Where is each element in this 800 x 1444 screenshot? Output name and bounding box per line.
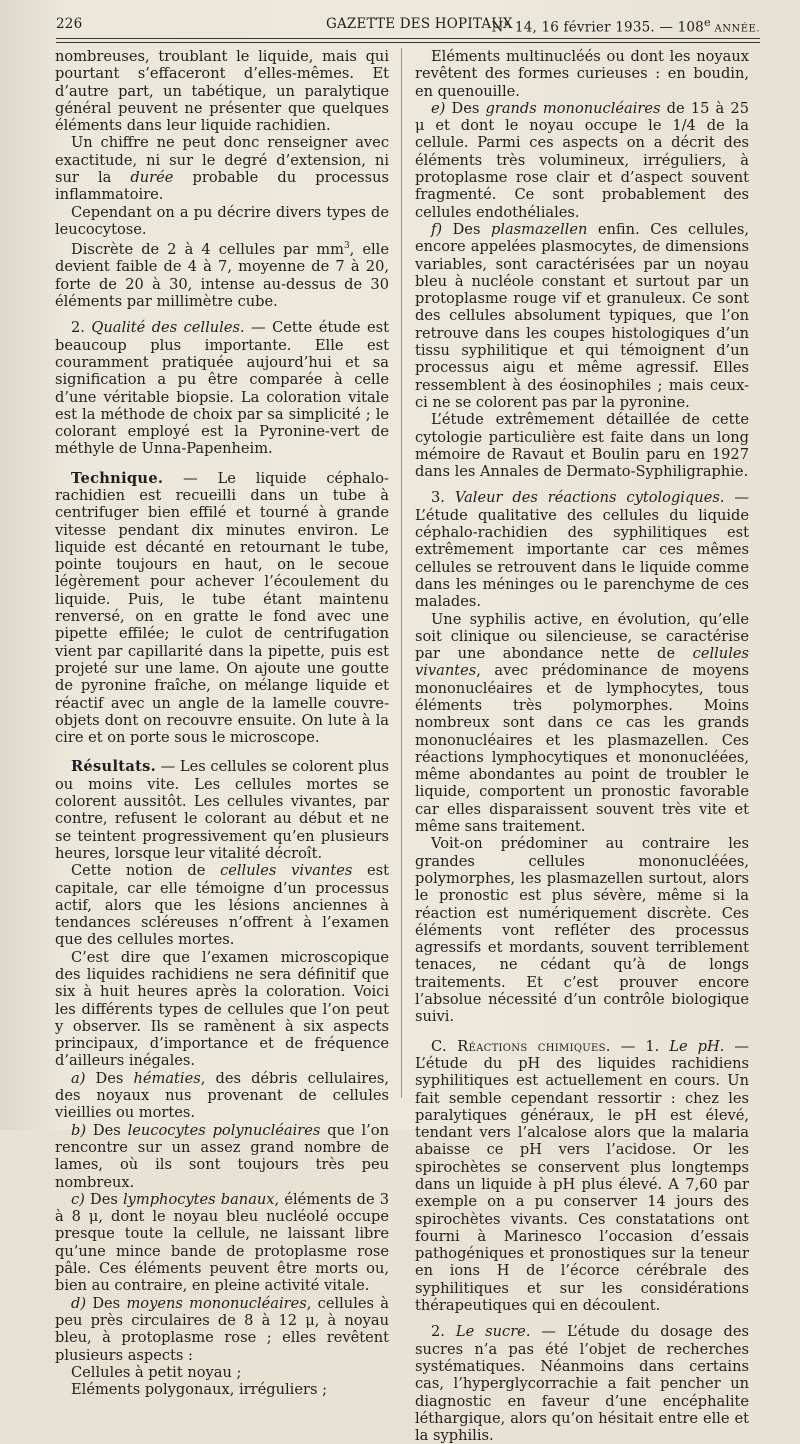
sub-item: Cellules à petit noyau ; [71,1363,242,1381]
list-item-c: c) Des lymphocytes banaux, éléments de 3 à 8 μ, dont le noyau bleu nucléolé occupe presque toute la cellule, ne laissant libre qu’une mince bande de protoplasme rose pâle. Ces éléments peuvent être morts ou, bien au contraire, en pleine activité vitale. [55,1190,389,1295]
journal-title: GAZETTE DES HOPITAUX [326,16,513,32]
column-divider [401,48,402,1098]
left-column [55,48,389,1398]
paragraph: Discrète de 2 à 4 cellules par $mm^3$, elle devient faible de 4 à 7, moyenne de 7 à 20, forte de 20 à 30, intense au-dessus de 30 éléments par millimètre cube. [55,241,389,311]
sub-item: Eléments multinucléés ou dont les noyaux revêtent des formes curieuses : en boudin, en quenouille. [415,48,749,100]
section-heading: C. Réactions chimiques. [431,1037,611,1055]
paragraph: Un chiffre ne peut donc renseigner avec exactitude, ni sur le degré d’extension, ni sur la durée probable du processus inflammatoire. [55,134,390,204]
paragraph: Voit-on prédominer au contraire les grandes cellules mononucléées, polymorphes, les plasmazellen surtout, alors le pronostic est plus sévère, même si la réaction est numériquement discrète. Ces éléments vont refléter des processus agressifs et mordants, souvent terriblement tenaces, ne cédant qu’à de longs traitements. Et c’est prouver encore l’absolue nécessité d’un contrôle biologique suivi. [415,835,749,1026]
paragraph: Cette notion de cellules vivantes est capitale, car elle témoigne d’un processus actif, alors que les lésions anciennes à tendances scléreuses n’offrent à l’examen que des cellules mortes. [55,862,389,949]
run-in-heading: Technique. [71,469,164,487]
list-item-b: b) Des leucocytes polynucléaires que l’on rencontre sur un assez grand nombre de lames, où ils sont toujours très peu nombreux. [55,1121,389,1191]
section-sugar: 2. Le sucre. — L’étude du dosage des sucres n’a pas été l’objet de recherches systématiques. Néanmoins dans certains cas, l’hyperglycorrachie a fait pencher un diagnostic en faveur d’une encéphalite léthargique, alors qu’on hésitait entre elle et la syphilis. [415,1323,749,1444]
paragraph: Cependant on a pu décrire divers types de leucocytose. [55,203,389,238]
section-value: 3. Valeur des réactions cytologiques. — L’étude qualitative des cellules du liquide céphalo-rachidien des syphilitiques est extrêmement importante car ces mêmes cellules se retrouvent dans le liquide comme dans les méninges ou le parenchyme de ces malades. [415,489,749,611]
list-item-a: a) Des hématies, des débris cellulaires, des noyaux nus provenant de cellules vieillies ou mortes. [55,1069,389,1122]
page-header [56,14,760,36]
run-in-heading: Résultats. [71,758,157,776]
page-number: 226 [56,16,83,32]
paragraph: Une syphilis active, en évolution, qu’elle soit clinique ou silencieuse, se caractérise par une abondance nette de cellules vivantes, avec prédominance de moyens mononucléaires et de lymphocytes, tous éléments très polymorphes. Moins nombreux sont dans ce cas les grands mononucléaires et les plasmazellen. Ces réactions lymphocytiques et mononucléées, même abondantes au point de troubler le liquide, comportent un pronostic favorable car elles disparaissent souvent très vite et même sans traitement. [415,610,749,836]
sub-item: Eléments polygonaux, irréguliers ; [71,1381,327,1399]
technique-paragraph: Technique. — Le liquide céphalo-rachidien est recueilli dans un tube à centrifuger bien effilé et tourné à grande vitesse pendant dix minutes environ. Le liquide est décanté en retournant le tube, pointe toujours en haut, on le secoue légèrement pour achever l’écoulement du liquide. Puis, le tube étant maintenu renversé, on en gratte le fond avec une pipette effilée; le culot de centrifugation vient par capillarité dans la pipette, puis est projeté sur une lame. On ajoute une goutte de pyronine fraîche, on mélange liquide et réactif avec un angle de la lamelle couvre-objets dont on recouvre ensuite. On lute à la cire et on porte sous le microscope. [55,469,389,747]
paragraph: L’étude extrêmement détaillée de cette cytologie particulière est faite dans un long mémoire de Ravaut et Boulin paru en 1927 dans les Annales de Dermato-Syphiligraphie. [415,411,749,481]
header-rule-thin [56,42,760,43]
header-rule [56,38,760,39]
list-item-e: e) Des grands mononucléaires de 15 à 25 μ et dont le noyau occupe le 1/4 de la cellule. Parmi ces aspects on a décrit des éléments très volumineux, irréguliers, à protoplasme rose clair et d’aspect souvent fragmenté. Ce sont probablement des cellules endothéliales. [415,99,749,221]
results-paragraph: Résultats. — Les cellules se colorent plus ou moins vite. Les cellules mortes se colorent aussitôt. Les cellules vivantes, par contre, refusent le colorant au début et ne se teintent progressivement qu’en plusieurs heures, lorsque leur vitalité décroît. [55,758,389,862]
section-quality: 2. Qualité des cellules. — Cette étude est beaucoup plus importante. Elle est couramment pratiquée aujourd’hui et sa signification a pu être comparée à celle d’une véritable biopsie. La coloration vitale est la méthode de choix par sa simplicité ; le colorant employé est la Pyronine-vert de méthyle de Unna-Papenheim. [55,319,390,458]
list-item-f: f) Des plasmazellen enfin. Ces cellules, encore appelées plasmocytes, de dimensions variables, sont caractérisées par un noyau bleu à nucléole constant et surtout par un protoplasme rouge vif et granuleux. Ce sont des cellules absolument typiques, que l’on retrouve dans les coupes histologiques d’un tissu syphilitique et qui témoignent d’un processus aigu et même agressif. Elles ressemblent à des éosinophiles ; mais ceux-ci ne se colorent pas par la pyronine. [415,220,749,411]
paragraph: C’est dire que l’examen microscopique des liquides rachidiens ne sera définitif que six à huit heures après la coloration. Voici les différents types de cellules que l’on peut y observer. Ils se ramènent à six aspects principaux, d’importance et de fréquence d’ailleurs inégales. [55,948,389,1070]
section-chemical: C. Réactions chimiques. — 1. Le pH. — L’étude du pH des liquides rachidiens syphilitiques est actuellement en cours. Un fait semble cependant ressortir : chez les paralytiques généraux, le pH est élevé, tendant vers l’alcalose alors que la malaria abaisse ce pH vers l’acidose. Or les spirochètes se conservent plus longtemps dans un liquide à pH plus élevé. A 7,60 par exemple on a pu conserver 14 jours des spirochètes vivants. Ces constatations ont fourni à Marinesco l’occasion d’essais pathogéniques et pronostiques sur la teneur en ions H de l’écorce cérébrale des syphilitiques et sur les considérations thérapeutiques qui en découlent. [415,1037,749,1315]
list-item-d: d) Des moyens mononucléaires, cellules à peu près circulaires de 8 à 12 μ, à noyau bleu, à protoplasme rose ; elles revêtent plusieurs aspects : [55,1294,389,1364]
issue-info: N° 14, 16 février 1935. — 108e ANNÉE. [491,16,760,36]
right-column [415,48,749,1444]
paragraph: nombreuses, troublant le liquide, mais qui pourtant s’effaceront d’elles-mêmes. Et d’autre part, un tabétique, un paralytique général peuvent ne présenter que quelques éléments dans leur liquide rachidien. [55,48,389,135]
